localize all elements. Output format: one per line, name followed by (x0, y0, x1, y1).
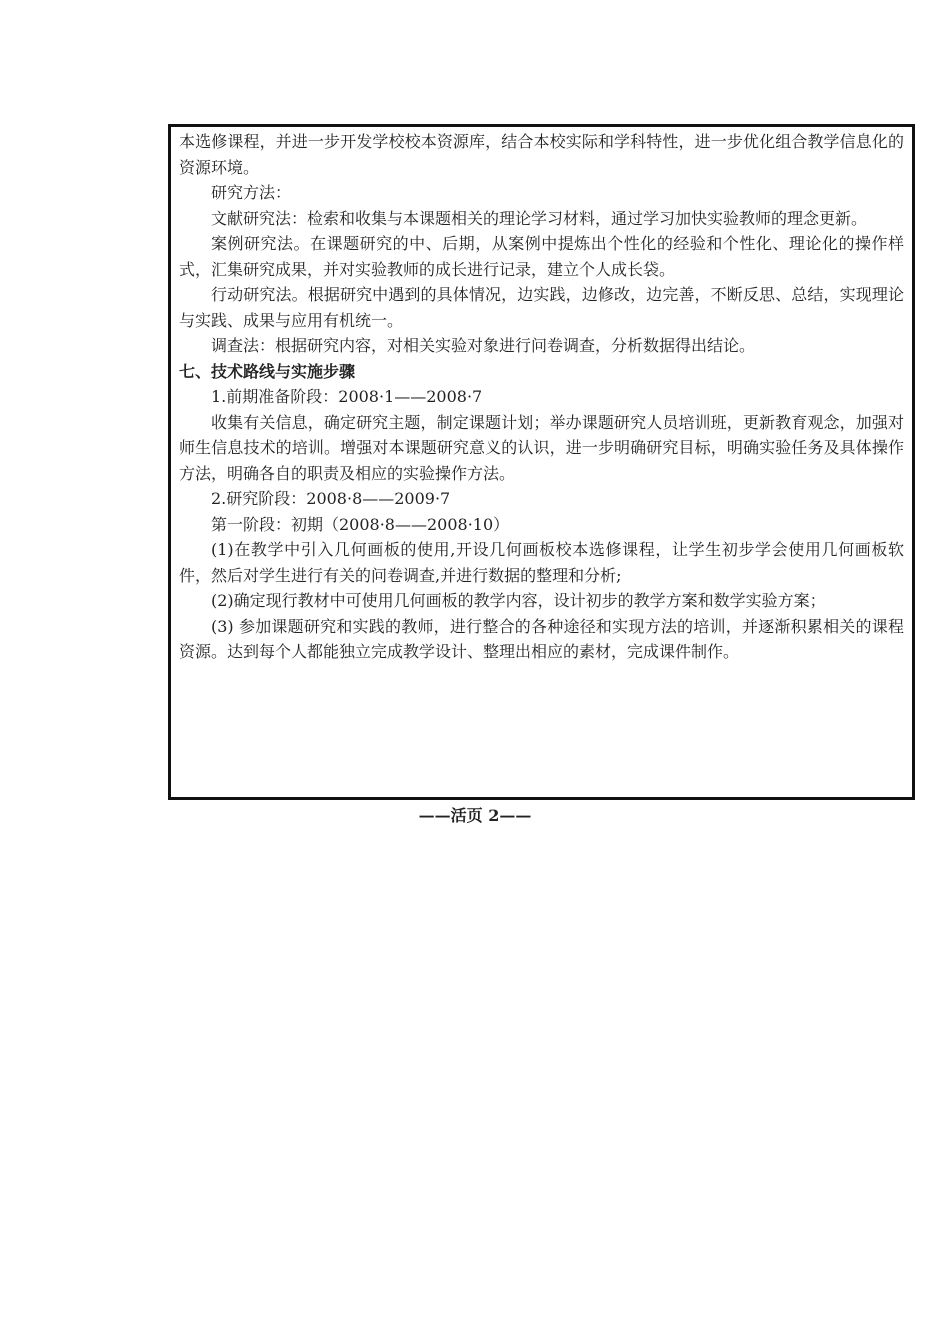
paragraph-item-2: (2)确定现行教材中可使用几何画板的教学内容，设计初步的教学方案和数学实验方案； (211, 591, 826, 610)
paragraph-method-literature: 文献研究法：检索和收集与本课题相关的理论学习材料，通过学习加快实验教师的理念更新。 (211, 208, 868, 228)
paragraph-stage1-title: 1.前期准备阶段：2008·1——2008·7 (211, 387, 483, 406)
document-frame (168, 124, 915, 800)
section-heading-7: 七、技术路线与实施步骤 (179, 361, 356, 381)
paragraph-stage1-body: 收集有关信息，确定研究主题，制定课题计划；举办课题研究人员培训班，更新教育观念，加强对师生信息技术的培训。增强对本课题研究意义的认识，进一步明确研究目标，明确实验任务及具体操作方法，明确各自的职责及相应的实验操作方法。 (179, 412, 904, 483)
paragraph-phase1-title: 第一阶段：初期（2008·8——2008·10） (211, 514, 510, 534)
paragraph-item-3: (3) 参加课题研究和实践的教师，进行整合的各种途径和实现方法的培训，并逐渐积累相关的课程资源。达到每个人都能独立完成教学设计、整理出相应的素材，完成课件制作。 (179, 616, 904, 661)
paragraph-method-action: 行动研究法。根据研究中遇到的具体情况，边实践，边修改，边完善，不断反思、总结，实现理论与实践、成果与应用有机统一。 (179, 285, 904, 330)
page-footer-label: ——活页 2—— (418, 806, 532, 825)
document-body (171, 127, 912, 665)
paragraph-stage2-title: 2.研究阶段：2008·8——2009·7 (211, 489, 451, 508)
paragraph-continue: 本选修课程，并进一步开发学校校本资源库，结合本校实际和学科特性，进一步优化组合教学信息化的资源环境。 (179, 132, 904, 177)
paragraph-item-1: (1)在教学中引入几何画板的使用,开设几何画板校本选修课程，让学生初步学会使用几何画板软件，然后对学生进行有关的问卷调查,并进行数据的整理和分析; (179, 540, 904, 585)
paragraph-methods-title: 研究方法： (211, 183, 292, 202)
paragraph-method-case: 案例研究法。在课题研究的中、后期，从案例中提炼出个性化的经验和个性化、理论化的操作样式，汇集研究成果，并对实验教师的成长进行记录，建立个人成长袋。 (179, 234, 904, 279)
paragraph-method-survey: 调查法：根据研究内容，对相关实验对象进行问卷调查，分析数据得出结论。 (211, 336, 756, 355)
